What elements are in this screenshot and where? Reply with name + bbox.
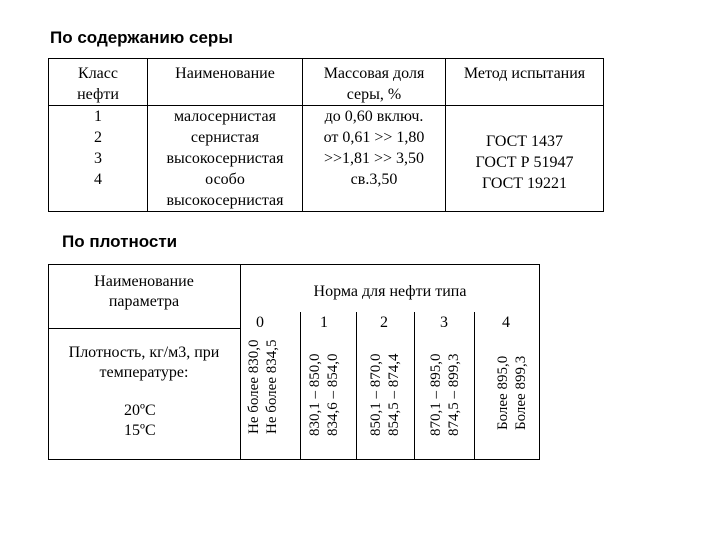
type-label: 4 <box>502 314 510 331</box>
name-list <box>148 106 303 212</box>
temperature-list <box>124 401 156 441</box>
class-value: 1 <box>94 108 102 125</box>
method-value: ГОСТ Р 51947 <box>475 154 574 171</box>
header-mass <box>303 59 446 106</box>
method-value: ГОСТ 1437 <box>485 133 564 150</box>
param-header <box>48 272 240 312</box>
param-header-line: параметра <box>108 293 180 310</box>
density-value: 854,5 – 874,4 <box>386 353 402 436</box>
column-divider <box>474 312 475 460</box>
param-label <box>48 343 240 383</box>
density-value: Не более 830,0 <box>246 339 262 434</box>
header-class-line: Класс <box>78 65 118 82</box>
density-value: 870,1 – 895,0 <box>428 353 444 436</box>
header-class-line: нефти <box>77 86 119 103</box>
type-label: 1 <box>320 314 328 331</box>
name-value: сернистая <box>190 129 260 146</box>
header-method-text: Метод испытания <box>463 65 586 82</box>
method-value: ГОСТ 19221 <box>481 175 568 192</box>
density-value: 834,6 – 854,0 <box>325 353 341 436</box>
header-name-text: Наименование <box>175 65 275 82</box>
type-label: 0 <box>256 314 264 331</box>
param-header-line: Наименование <box>94 273 194 290</box>
density-values-type-4 <box>494 356 530 430</box>
sulfur-table <box>48 58 604 212</box>
density-value: 874,5 – 899,3 <box>446 353 462 436</box>
mass-value: до 0,60 включ. <box>324 108 424 125</box>
mass-value: св.3,50 <box>350 171 398 188</box>
header-mass-line: Массовая доля <box>323 65 425 82</box>
header-mass-line: серы, % <box>346 86 402 103</box>
density-values-type-0 <box>245 340 281 434</box>
column-divider <box>356 312 357 460</box>
header-method <box>446 59 604 106</box>
type-label: 3 <box>440 314 448 331</box>
method-list <box>446 106 604 212</box>
density-value: Более 895,0 <box>495 355 511 430</box>
name-value: особо <box>205 171 245 188</box>
row-divider <box>48 328 240 329</box>
name-value: малосернистая <box>174 108 276 125</box>
density-values-type-1 <box>306 354 342 437</box>
density-values-type-3 <box>427 354 463 437</box>
type-label: 2 <box>380 314 388 331</box>
name-value: высокосернистая <box>166 150 284 167</box>
header-name <box>148 59 303 106</box>
mass-value: >>1,81 >> 3,50 <box>323 150 425 167</box>
mass-value: от 0,61 >> 1,80 <box>323 129 425 146</box>
density-values-type-2 <box>367 354 403 437</box>
norm-header: Норма для нефти типа <box>313 283 467 300</box>
header-class <box>49 59 148 106</box>
density-value: 850,1 – 870,0 <box>368 353 384 436</box>
sulfur-section-title: По содержанию серы <box>50 28 233 47</box>
class-value: 3 <box>94 150 102 167</box>
density-section-title: По плотности <box>62 232 178 251</box>
column-divider <box>414 312 415 460</box>
name-value: высокосернистая <box>166 192 284 209</box>
temperature-value: 15ºС <box>124 422 156 439</box>
mass-list <box>303 106 446 212</box>
param-label-line: температуре: <box>99 364 189 381</box>
class-value: 4 <box>94 171 102 188</box>
density-value: 830,1 – 850,0 <box>307 353 323 436</box>
density-value: Не более 834,5 <box>264 339 280 434</box>
class-list <box>49 106 148 212</box>
column-divider <box>300 312 301 460</box>
temperature-value: 20ºС <box>124 402 156 419</box>
class-value: 2 <box>94 129 102 146</box>
density-value: Более 899,3 <box>513 355 529 430</box>
param-label-line: Плотность, кг/м3, при <box>68 344 220 361</box>
